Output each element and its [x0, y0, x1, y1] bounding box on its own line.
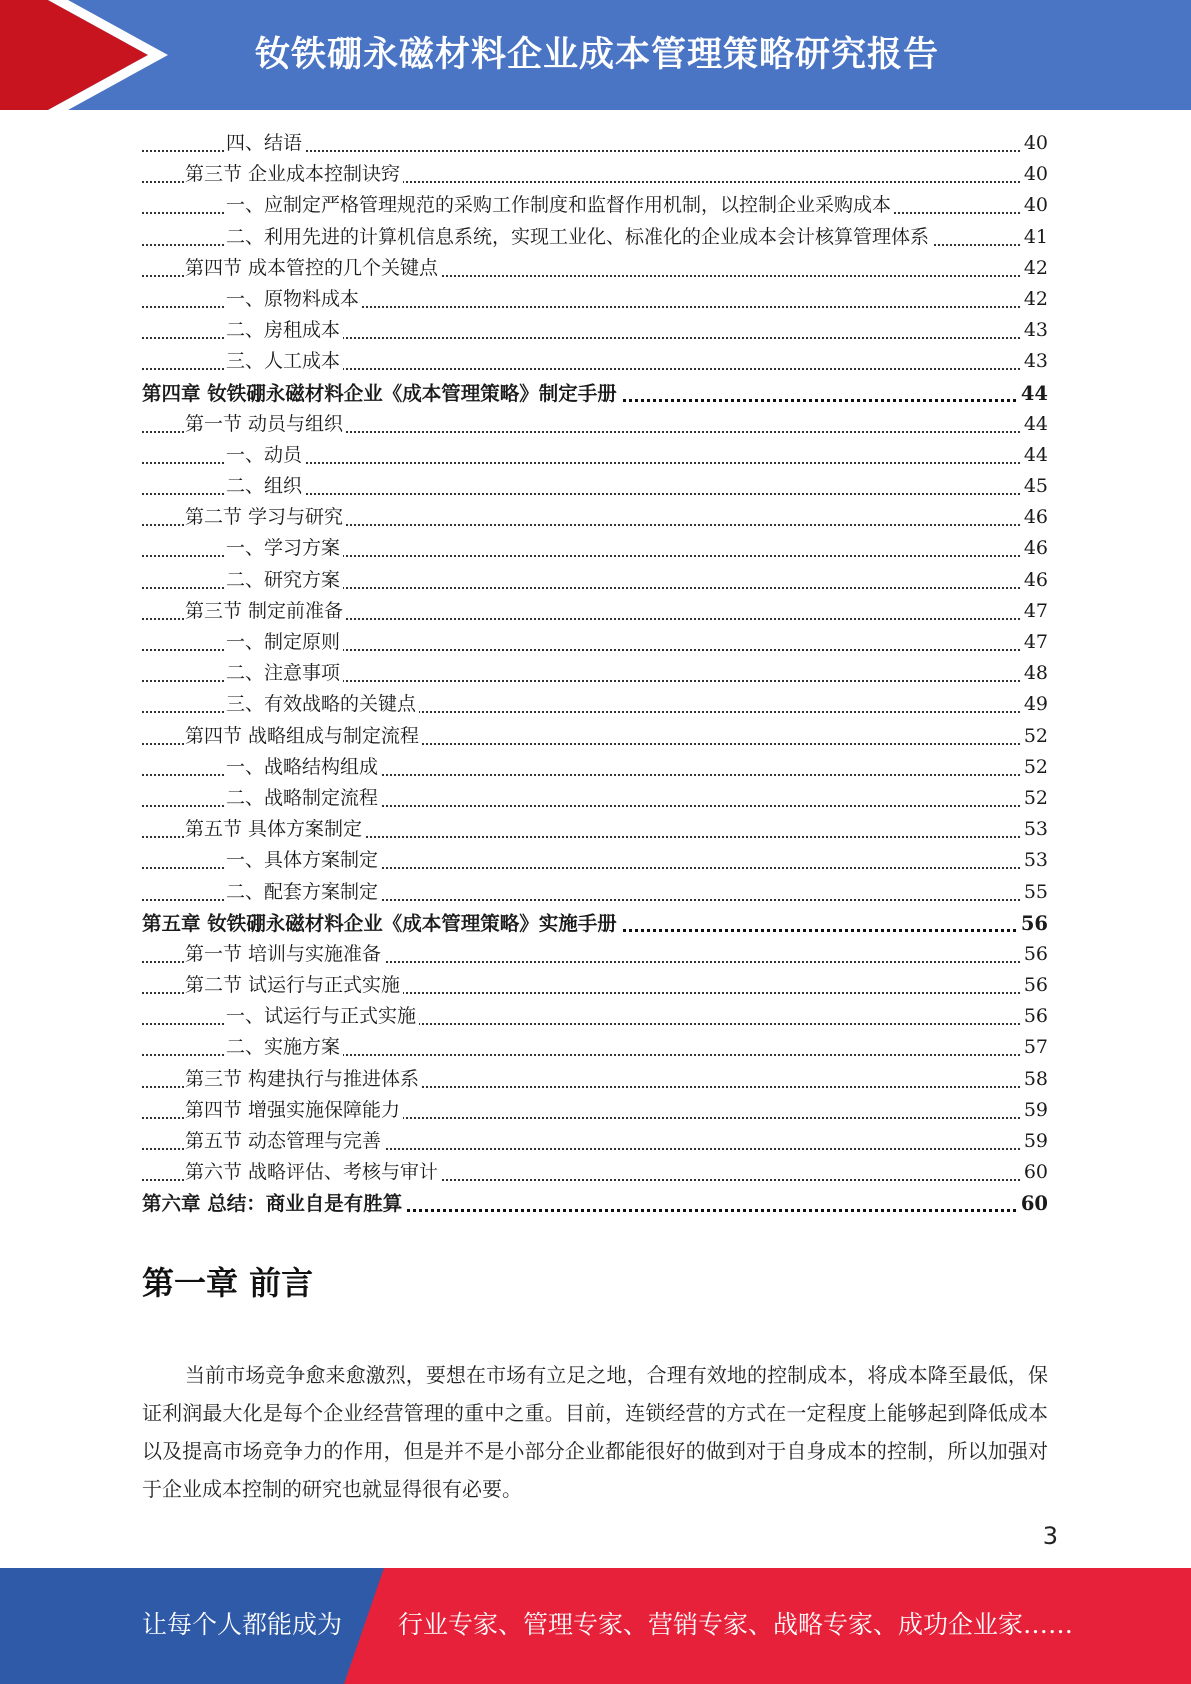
toc-entry-label: 第四节 战略组成与制定流程: [185, 721, 422, 752]
toc-entry-page: 44: [1019, 378, 1048, 409]
page-header: [0, 0, 1191, 110]
toc-section-entry[interactable]: [142, 409, 1048, 440]
toc-entry-page: 44: [1022, 440, 1048, 471]
toc-entry-page: 47: [1022, 627, 1048, 658]
toc-entry-page: 49: [1022, 689, 1048, 720]
toc-subsection-entry[interactable]: [142, 658, 1048, 689]
toc-subsection-entry[interactable]: [142, 471, 1048, 502]
toc-subsection-entry[interactable]: [142, 845, 1048, 876]
toc-section-entry[interactable]: [142, 1157, 1048, 1188]
toc-entry-label: 一、动员: [226, 440, 305, 471]
toc-subsection-entry[interactable]: [142, 128, 1048, 159]
toc-entry-page: 44: [1022, 409, 1048, 440]
toc-entry-label: 一、试运行与正式实施: [226, 1001, 419, 1032]
toc-entry-label: 二、组织: [226, 471, 305, 502]
toc-section-entry[interactable]: [142, 596, 1048, 627]
toc-entry-label: 二、利用先进的计算机信息系统，实现工业化、标准化的企业成本会计核算管理体系: [226, 222, 932, 253]
toc-entry-label: 第三节 制定前准备: [185, 596, 346, 627]
toc-subsection-entry[interactable]: [142, 1032, 1048, 1063]
toc-subsection-entry[interactable]: [142, 346, 1048, 377]
toc-subsection-entry[interactable]: [142, 190, 1048, 221]
toc-entry-label: 第五章 钕铁硼永磁材料企业《成本管理策略》实施手册: [142, 908, 620, 939]
toc-section-entry[interactable]: [142, 814, 1048, 845]
toc-subsection-entry[interactable]: [142, 533, 1048, 564]
toc-entry-label: 第三节 企业成本控制诀窍: [185, 159, 403, 190]
toc-subsection-entry[interactable]: [142, 752, 1048, 783]
toc-entry-label: 第四节 增强实施保障能力: [185, 1095, 403, 1126]
toc-entry-label: 二、配套方案制定: [226, 877, 381, 908]
toc-subsection-entry[interactable]: [142, 222, 1048, 253]
toc-entry-label: 一、原物料成本: [226, 284, 362, 315]
toc-entry-label: 二、房租成本: [226, 315, 343, 346]
toc-section-entry[interactable]: [142, 970, 1048, 1001]
toc-entry-label: 第一节 动员与组织: [185, 409, 346, 440]
toc-entry-label: 第六章 总结：商业自是有胜算: [142, 1188, 405, 1219]
toc-entry-label: 一、制定原则: [226, 627, 343, 658]
toc-entry-label: 第五节 具体方案制定: [185, 814, 365, 845]
toc-entry-label: 一、战略结构组成: [226, 752, 381, 783]
toc-entry-label: 三、人工成本: [226, 346, 343, 377]
toc-section-entry[interactable]: [142, 253, 1048, 284]
toc-entry-page: 46: [1022, 565, 1048, 596]
toc-entry-label: 一、学习方案: [226, 533, 343, 564]
toc-entry-label: 第六节 战略评估、考核与审计: [185, 1157, 441, 1188]
toc-subsection-entry[interactable]: [142, 689, 1048, 720]
toc-entry-label: 第二节 学习与研究: [185, 502, 346, 533]
toc-entry-label: 第三节 构建执行与推进体系: [185, 1064, 422, 1095]
toc-entry-page: 47: [1022, 596, 1048, 627]
toc-entry-page: 59: [1022, 1126, 1048, 1157]
toc-subsection-entry[interactable]: [142, 315, 1048, 346]
toc-entry-label: 二、注意事项: [226, 658, 343, 689]
toc-entry-page: 55: [1022, 877, 1048, 908]
toc-section-entry[interactable]: [142, 159, 1048, 190]
footer-slogan-right: 行业专家、管理专家、营销专家、战略专家、成功企业家……: [398, 1610, 1074, 1639]
toc-entry-page: 46: [1022, 533, 1048, 564]
toc-entry-label: 第四章 钕铁硼永磁材料企业《成本管理策略》制定手册: [142, 378, 620, 409]
toc-entry-page: 42: [1022, 253, 1048, 284]
toc-subsection-entry[interactable]: [142, 284, 1048, 315]
page-number: 3: [1042, 1522, 1058, 1550]
toc-entry-page: 56: [1019, 908, 1048, 939]
toc-entry-label: 三、有效战略的关键点: [226, 689, 419, 720]
chapter-heading: 第一章 前言: [142, 1264, 314, 1302]
toc-subsection-entry[interactable]: [142, 627, 1048, 658]
toc-entry-page: 53: [1022, 845, 1048, 876]
toc-entry-page: 53: [1022, 814, 1048, 845]
toc-entry-label: 第一节 培训与实施准备: [185, 939, 384, 970]
toc-entry-label: 二、实施方案: [226, 1032, 343, 1063]
toc-entry-page: 57: [1022, 1032, 1048, 1063]
toc-entry-page: 52: [1022, 721, 1048, 752]
toc-entry-label: 二、战略制定流程: [226, 783, 381, 814]
toc-entry-page: 40: [1022, 128, 1048, 159]
toc-subsection-entry[interactable]: [142, 877, 1048, 908]
toc-entry-label: 二、研究方案: [226, 565, 343, 596]
toc-entry-label: 第五节 动态管理与完善: [185, 1126, 384, 1157]
toc-subsection-entry[interactable]: [142, 1001, 1048, 1032]
toc-section-entry[interactable]: [142, 1095, 1048, 1126]
toc-entry-page: 52: [1022, 783, 1048, 814]
toc-section-entry[interactable]: [142, 1064, 1048, 1095]
header-title: 钕铁硼永磁材料企业成本管理策略研究报告: [255, 35, 940, 75]
toc-entry-page: 46: [1022, 502, 1048, 533]
toc-section-entry[interactable]: [142, 1126, 1048, 1157]
toc-subsection-entry[interactable]: [142, 565, 1048, 596]
toc-section-entry[interactable]: [142, 502, 1048, 533]
toc-subsection-entry[interactable]: [142, 440, 1048, 471]
toc-entry-page: 40: [1022, 159, 1048, 190]
toc-subsection-entry[interactable]: [142, 783, 1048, 814]
toc-entry-page: 48: [1022, 658, 1048, 689]
toc-entry-page: 52: [1022, 752, 1048, 783]
toc-entry-label: 第四节 成本管控的几个关键点: [185, 253, 441, 284]
toc-entry-page: 41: [1022, 222, 1048, 253]
table-of-contents: [142, 128, 1048, 1220]
toc-entry-label: 一、具体方案制定: [226, 845, 381, 876]
intro-paragraph: 当前市场竞争愈来愈激烈，要想在市场有立足之地，合理有效地的控制成本，将成本降至最低，保证利润最大化是每个企业经营管理的重中之重。目前，连锁经营的方式在一定程度上能够起到降低成本以及提高市场竞争力的作用，但是并不是小部分企业都能很好的做到对于自身成本的控制，所以加强对于企业成本控制的研究也就显得很有必要。: [142, 1363, 1048, 1501]
toc-section-entry[interactable]: [142, 939, 1048, 970]
toc-entry-page: 40: [1022, 190, 1048, 221]
toc-entry-page: 60: [1022, 1157, 1048, 1188]
toc-entry-page: 45: [1022, 471, 1048, 502]
toc-entry-page: 56: [1022, 1001, 1048, 1032]
toc-entry-page: 60: [1019, 1188, 1048, 1219]
toc-entry-page: 56: [1022, 939, 1048, 970]
footer-slogan-left: 让每个人都能成为: [142, 1610, 343, 1639]
toc-chapter-entry[interactable]: [142, 908, 1048, 939]
toc-entry-page: 42: [1022, 284, 1048, 315]
toc-entry-page: 58: [1022, 1064, 1048, 1095]
toc-entry-label: 四、结语: [226, 128, 305, 159]
toc-entry-label: 一、应制定严格管理规范的采购工作制度和监督作用机制，以控制企业采购成本: [226, 190, 894, 221]
toc-entry-label: 第二节 试运行与正式实施: [185, 970, 403, 1001]
toc-chapter-entry[interactable]: [142, 1188, 1048, 1219]
toc-entry-page: 43: [1022, 346, 1048, 377]
toc-chapter-entry[interactable]: [142, 378, 1048, 409]
toc-entry-page: 56: [1022, 970, 1048, 1001]
page-footer: [0, 1568, 1191, 1684]
toc-section-entry[interactable]: [142, 721, 1048, 752]
toc-entry-page: 59: [1022, 1095, 1048, 1126]
toc-entry-page: 43: [1022, 315, 1048, 346]
